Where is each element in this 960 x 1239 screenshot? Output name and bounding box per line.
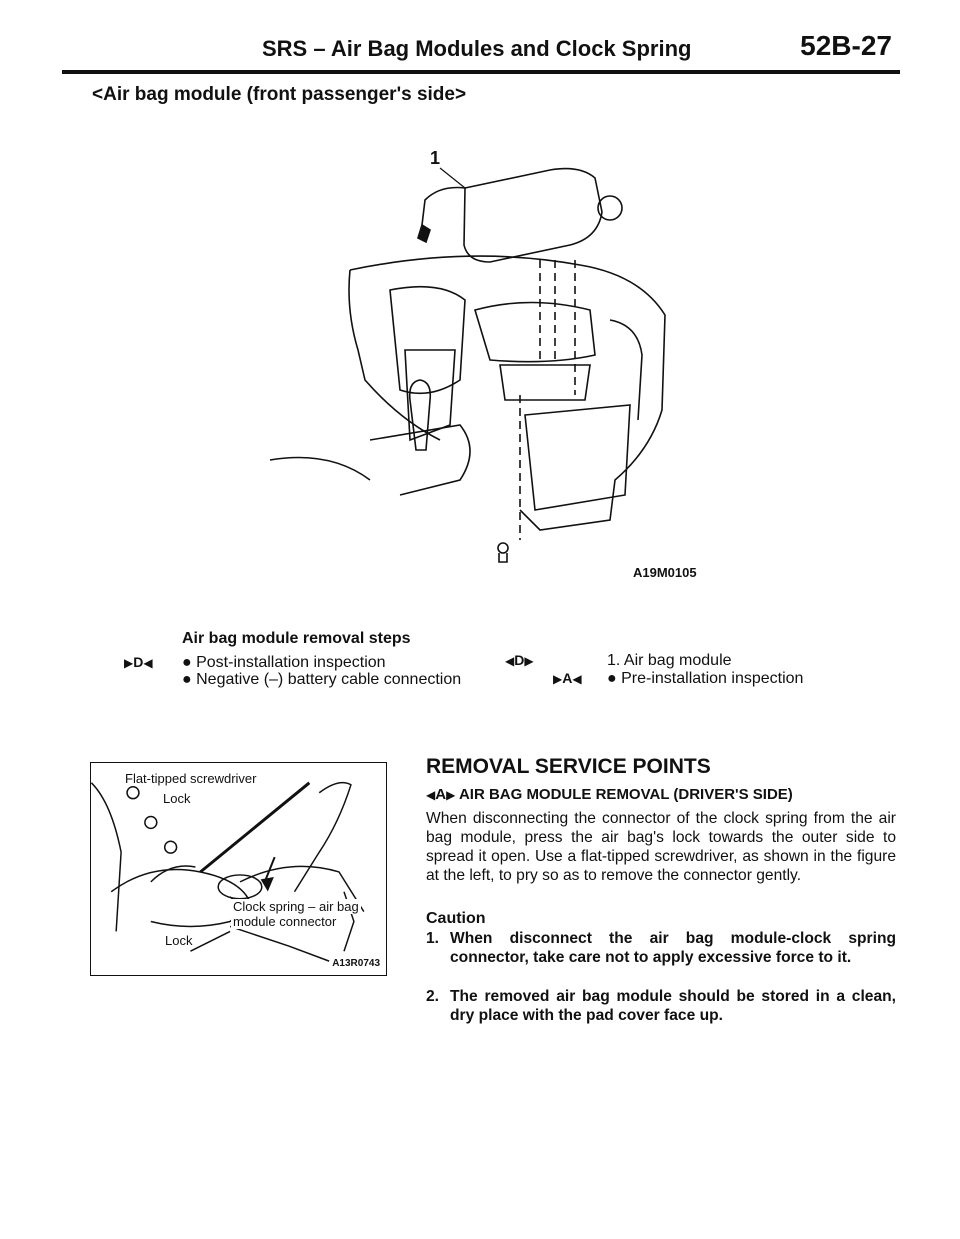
dashboard-illustration: [250, 150, 680, 585]
step-battery-cable: ● Negative (–) battery cable connection: [182, 671, 462, 688]
service-points-title: REMOVAL SERVICE POINTS: [426, 755, 711, 778]
hand-screwdriver-illustration: [91, 763, 386, 975]
callout-1: 1: [430, 148, 441, 168]
step-mark-module: ◀D▶: [505, 652, 534, 668]
right-triangle-icon: ▶: [524, 654, 534, 668]
page-title: SRS – Air Bag Modules and Clock Spring: [262, 36, 692, 61]
step-mark-pre: ▶A◀: [553, 670, 582, 686]
connector-removal-figure: [90, 762, 387, 976]
label-connector-line1: Clock spring – air bag: [233, 899, 359, 914]
caution-label: Caution: [426, 910, 486, 927]
left-triangle-icon: ◀: [426, 788, 436, 802]
page-header: [62, 30, 900, 74]
left-triangle-icon: ◀: [143, 656, 153, 670]
label-lock-bottom: Lock: [165, 933, 193, 948]
right-triangle-icon: ▶: [124, 656, 134, 670]
service-points-body: When disconnecting the connector of the clock spring from the air bag module, press the air bag's lock towards the outer side to spread it open. Use a flat-tipped screwdriver, as shown in the figure at the left, to pry so as to remove the connector gently.: [426, 810, 896, 884]
page-number: 52B-27: [800, 30, 892, 61]
left-triangle-icon: ◀: [572, 672, 582, 686]
label-screwdriver: Flat-tipped screwdriver: [125, 771, 257, 786]
step-post-installation: ● Post-installation inspection: [182, 654, 386, 671]
step-air-bag-module: 1. Air bag module: [607, 652, 732, 669]
right-triangle-icon: ▶: [553, 672, 563, 686]
caution-item-1: 1. When disconnect the air bag module-clock spring connector, take care not to apply excessive force to it.: [426, 930, 896, 966]
removal-steps-heading: Air bag module removal steps: [182, 630, 411, 647]
label-lock-top: Lock: [163, 791, 191, 806]
header-rule: [62, 70, 900, 74]
step-mark-post: ▶D◀: [124, 654, 153, 670]
inset-figure-code: A13R0743: [332, 958, 380, 969]
label-connector-line2: module connector: [233, 914, 337, 929]
right-triangle-icon: ▶: [446, 788, 456, 802]
subsection-title: <Air bag module (front passenger's side>: [92, 84, 467, 105]
caution-item-2: 2. The removed air bag module should be stored in a clean, dry place with the pad cover face up.: [426, 988, 896, 1024]
step-pre-installation: ● Pre-installation inspection: [607, 670, 804, 687]
main-figure-code: A19M0105: [633, 565, 697, 580]
left-triangle-icon: ◀: [505, 654, 515, 668]
passenger-airbag-figure: [250, 150, 680, 585]
service-points-subtitle: ◀A▶ AIR BAG MODULE REMOVAL (DRIVER'S SIDE): [426, 786, 793, 803]
